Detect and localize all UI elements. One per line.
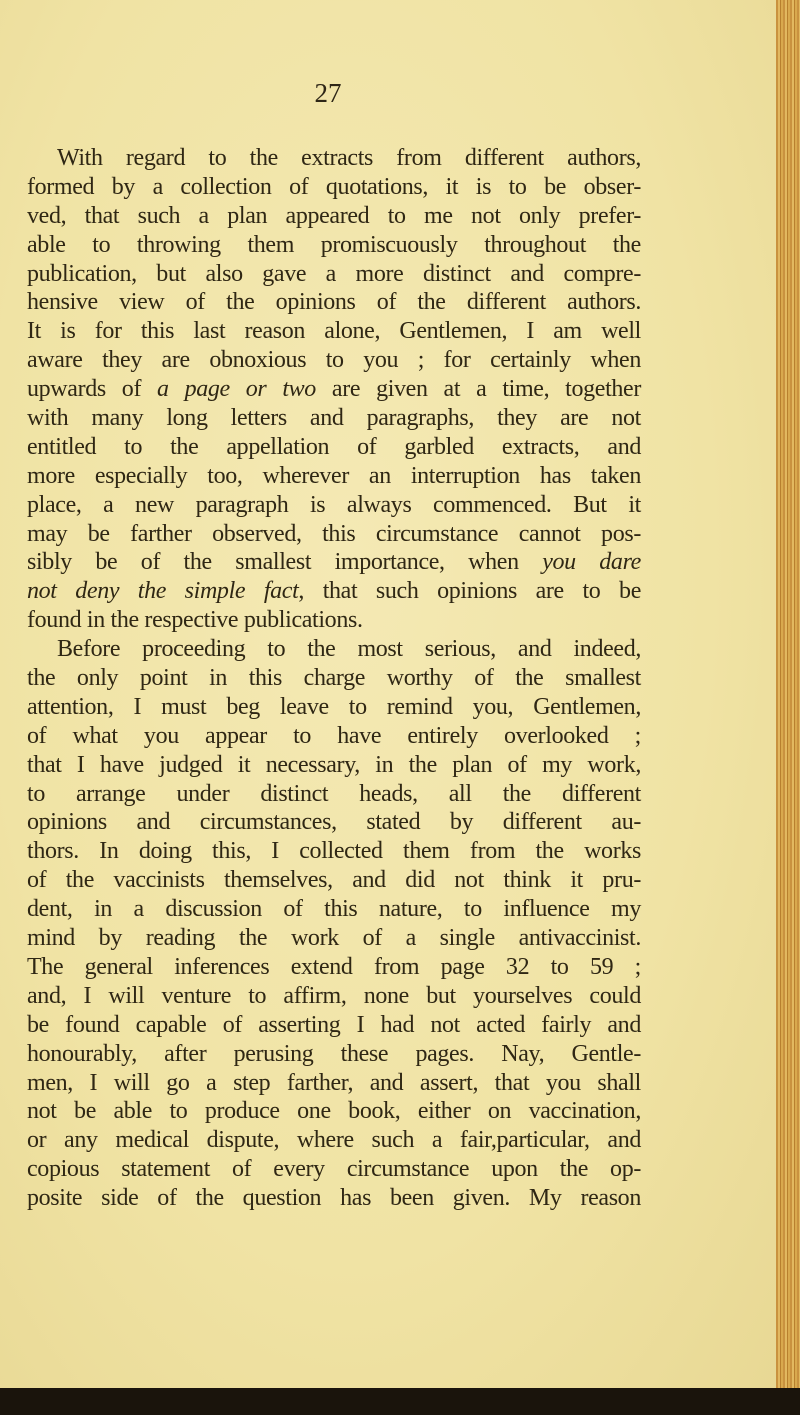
italic-text: a page or two [157, 376, 316, 403]
text-segment: be found capable of asserting I had not acted fairly and [27, 1011, 641, 1038]
text-segment: may be farther observed, this circumstance cannot pos- [27, 520, 641, 547]
text-line [27, 866, 641, 895]
text-segment: upwards of [27, 376, 158, 403]
text-line [27, 577, 641, 606]
background-shadow [0, 1388, 800, 1415]
text-segment: thors. In doing this, I collected them from the works [27, 838, 641, 865]
text-line [27, 1097, 641, 1126]
text-segment: With regard to the extracts from different authors, [57, 145, 641, 171]
text-segment: to arrange under distinct heads, all the different [27, 780, 641, 807]
text-line [27, 635, 641, 664]
text-line [27, 260, 641, 289]
text-line [27, 520, 641, 549]
text-segment: opinions and circumstances, stated by different au- [27, 809, 641, 836]
text-line [27, 202, 641, 231]
text-line [27, 837, 641, 866]
text-segment: the only point in this charge worthy of the smallest [27, 665, 641, 692]
text-line [27, 895, 641, 924]
text-line [27, 462, 641, 491]
text-line [27, 722, 641, 751]
text-line [27, 288, 641, 317]
text-segment: of the vaccinists themselves, and did not think it pru- [27, 867, 641, 894]
text-segment: sibly be of the smallest importance, when [27, 549, 543, 576]
text-line [27, 1011, 641, 1040]
text-segment: , that such opinions are to be [298, 578, 641, 605]
text-line [27, 693, 641, 722]
text-line [27, 780, 641, 809]
text-segment: of what you appear to have entirely overlooked ; [27, 722, 641, 749]
text-segment: place, a new paragraph is always commenced. But it [27, 491, 641, 518]
text-line [27, 953, 641, 982]
body-text [27, 144, 641, 1213]
text-segment: copious statement of every circumstance upon the op- [27, 1156, 641, 1183]
text-segment: able to throwing them promiscuously throughout the [27, 231, 641, 258]
text-line [27, 751, 641, 780]
text-segment: and, I will venture to affirm, none but yourselves could [27, 982, 641, 1009]
text-line [27, 606, 641, 635]
text-line [27, 317, 641, 346]
text-line [27, 808, 641, 837]
text-segment: hensive view of the opinions of the different authors. [27, 289, 641, 316]
text-segment: ved, that such a plan appeared to me not only prefer- [27, 202, 641, 229]
text-segment: mind by reading the work of a single antivaccinist. [27, 925, 641, 952]
text-segment: dent, in a discussion of this nature, to influence my [27, 896, 641, 923]
text-segment: that I have judged it necessary, in the plan of my work, [27, 751, 641, 778]
text-segment: found in the respective publications. [27, 607, 363, 634]
text-segment: honourably, after perusing these pages. Nay, Gentle- [27, 1040, 641, 1067]
text-segment: The general inferences extend from page 32 to 59 ; [27, 953, 641, 980]
text-line [27, 404, 641, 433]
text-line [27, 982, 641, 1011]
text-line [27, 1184, 641, 1213]
text-segment: Before proceeding to the most serious, and indeed, [57, 636, 641, 663]
text-segment: are given at a time, together [315, 376, 641, 403]
text-segment: posite side of the question has been given. My reason [27, 1185, 641, 1212]
text-line [27, 491, 641, 520]
text-line [27, 664, 641, 693]
page-number: 27 [314, 78, 342, 108]
text-line [27, 1069, 641, 1098]
page-edges [776, 0, 800, 1395]
text-segment: not be able to produce one book, either on vaccination, [27, 1098, 641, 1125]
text-line [27, 144, 641, 173]
text-segment: with many long letters and paragraphs, they are not [27, 405, 641, 432]
text-line [27, 548, 641, 577]
text-segment: formed by a collection of quotations, it is to be obser- [27, 173, 641, 200]
text-segment: entitled to the appellation of garbled extracts, and [27, 433, 641, 460]
text-segment: attention, I must beg leave to remind you, Gentlemen, [27, 693, 641, 720]
italic-text: not deny the simple fact [27, 578, 299, 605]
text-segment: men, I will go a step farther, and assert, that you shall [27, 1069, 641, 1096]
text-line [27, 1040, 641, 1069]
text-line [27, 1155, 641, 1184]
text-line [27, 231, 641, 260]
italic-text: you dare [542, 549, 641, 576]
text-segment: It is for this last reason alone, Gentlemen, I am well [27, 318, 641, 345]
text-line [27, 375, 641, 404]
text-line [27, 433, 641, 462]
text-segment: publication, but also gave a more distinct and compre- [27, 260, 641, 287]
text-line [27, 1126, 641, 1155]
text-segment: or any medical dispute, where such a fair,particular, and [27, 1127, 641, 1154]
text-line [27, 346, 641, 375]
text-segment: more especially too, wherever an interruption has taken [27, 462, 641, 489]
text-segment: aware they are obnoxious to you ; for certainly when [27, 347, 641, 374]
text-line [27, 173, 641, 202]
text-line [27, 924, 641, 953]
